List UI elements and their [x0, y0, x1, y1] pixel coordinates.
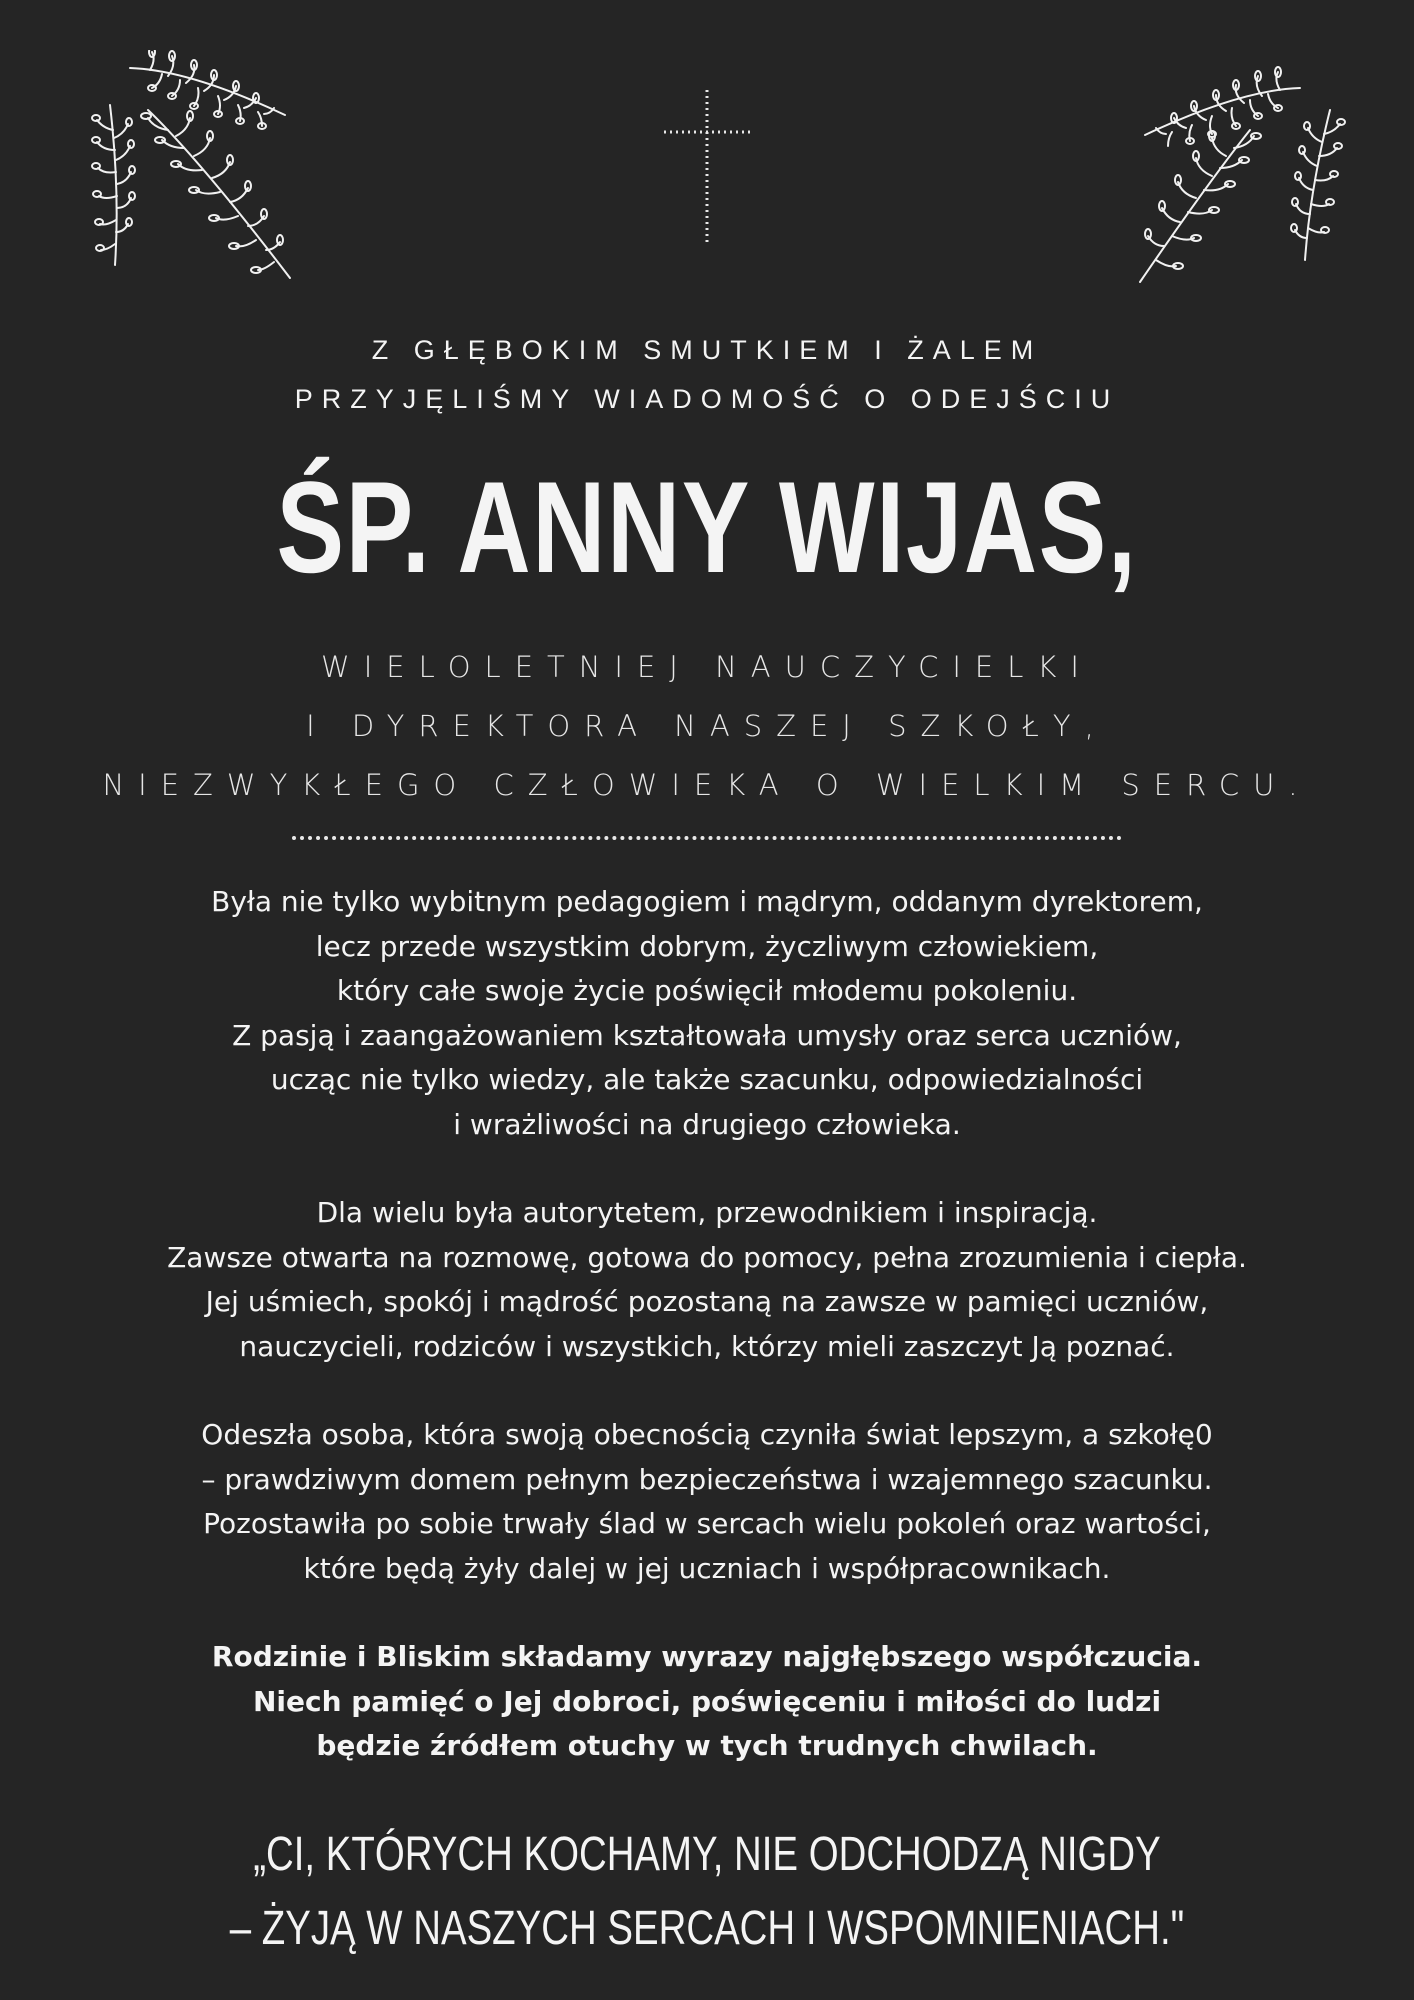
text-line: Jej uśmiech, spokój i mądrość pozostaną na zawsze w pamięci uczniów, [205, 1285, 1209, 1318]
text-line: który całe swoje życie poświęcił młodemu pokoleniu. [336, 974, 1078, 1007]
role-line: NIEZWYKŁEGO CZŁOWIEKA O WIELKIM SERCU. [102, 768, 1312, 802]
text-line: Odeszła osoba, która swoją obecnością czyniła świat lepszym, a szkołę0 [201, 1418, 1213, 1451]
text-line: i wrażliwości na drugiego człowieka. [453, 1107, 961, 1141]
memorial-quote [141, 1818, 1272, 1966]
text-line: ucząc nie tylko wiedzy, ale także szacunku, odpowiedzialności [270, 1063, 1144, 1096]
dotted-divider [292, 836, 1122, 840]
intro-text [0, 326, 1414, 424]
paragraph-2 [0, 1191, 1414, 1369]
text-line: nauczycieli, rodziców i wszystkich, którzy mieli zaszczyt Ją poznać. [239, 1329, 1175, 1363]
branch-icon [1120, 60, 1350, 295]
branch-icon [80, 50, 300, 290]
text-line: Zawsze otwarta na rozmowę, gotowa do pomocy, pełna zrozumienia i ciepła. [167, 1240, 1247, 1274]
condolences [0, 1635, 1414, 1769]
text-line: Z pasją i zaangażowaniem kształtowała umysły oraz serca uczniów, [232, 1018, 1182, 1052]
quote-line: „CI, KTÓRYCH KOCHAMY, NIE ODCHODZĄ NIGDY [253, 1828, 1161, 1881]
intro-line: Z GŁĘBOKIM SMUTKIEM I ŻALEM [371, 335, 1043, 365]
obituary-body [0, 880, 1414, 1769]
role-line: I DYREKTORA NASZEJ SZKOŁY, [306, 709, 1108, 743]
text-line: Dla wielu była autorytetem, przewodnikiem i inspiracją. [316, 1196, 1098, 1229]
paragraph-3 [0, 1413, 1414, 1591]
text-line: Była nie tylko wybitnym pedagogiem i mądrym, oddanym dyrektorem, [211, 885, 1203, 918]
role-line: WIELOLETNIEJ NAUCZYCIELKI [321, 650, 1093, 684]
text-line: Rodzinie i Bliskim składamy wyrazy najgłębszego współczucia. [211, 1640, 1203, 1673]
deceased-name: ŚP. ANNY WIJAS, [276, 454, 1138, 600]
text-line: które będą żyły dalej w jej uczniach i współpracownikach. [303, 1551, 1111, 1585]
quote-line: – ŻYJĄ W NASZYCH SERCACH I WSPOMNIENIACH." [229, 1902, 1185, 1955]
text-line: – prawdziwym domem pełnym bezpieczeństwa i wzajemnego szacunku. [201, 1462, 1213, 1496]
text-line: będzie źródłem otuchy w tych trudnych chwilach. [316, 1729, 1098, 1762]
intro-line: PRZYJĘLIŚMY WIADOMOŚĆ O ODEJŚCIU [294, 384, 1120, 414]
text-line: lecz przede wszystkim dobrym, życzliwym człowiekiem, [315, 929, 1099, 963]
cross-icon [662, 88, 752, 244]
text-line: Pozostawiła po sobie trwały ślad w sercach wielu pokoleń oraz wartości, [203, 1507, 1211, 1540]
text-line: Niech pamięć o Jej dobroci, poświęceniu i miłości do ludzi [252, 1684, 1162, 1718]
paragraph-1 [0, 880, 1414, 1147]
role-description [0, 638, 1414, 815]
